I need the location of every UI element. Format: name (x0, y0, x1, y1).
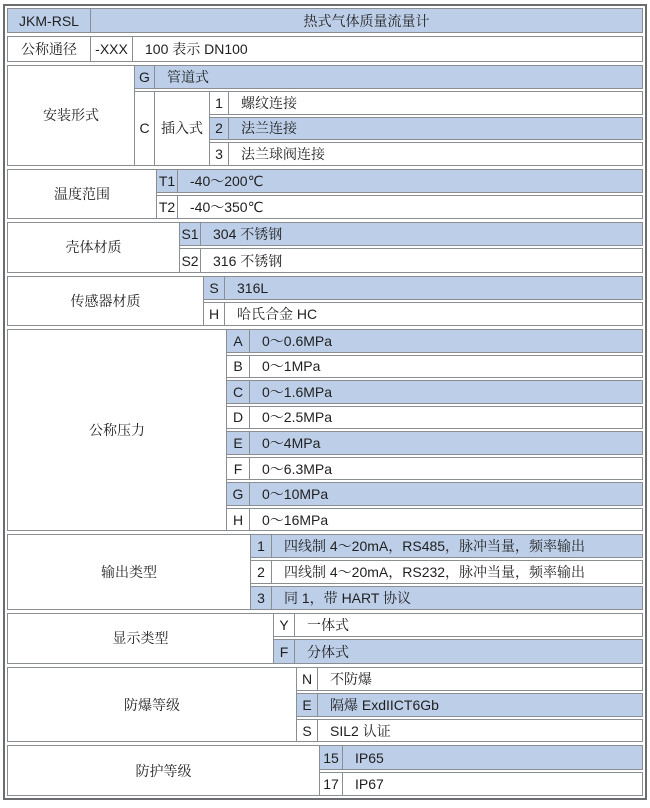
option-desc: 0～0.6MPa (249, 329, 643, 353)
option-code: H (226, 508, 250, 532)
section-label: 防护等级 (7, 745, 320, 796)
option-desc: 螺纹连接 (228, 91, 643, 114)
option-desc: IP67 (342, 772, 643, 796)
option-row (226, 380, 643, 404)
option-row (250, 534, 643, 558)
section-nominal-diameter (7, 36, 643, 61)
option-desc: 0～1MPa (249, 355, 643, 379)
option-desc: 四线制 4～20mA，RS485，脉冲当量，频率输出 (271, 534, 643, 558)
option-code: E (226, 431, 250, 455)
option-row (226, 355, 643, 379)
option-code: A (226, 329, 250, 353)
option-desc: 316 不锈钢 (200, 248, 643, 272)
spec-table (3, 4, 647, 800)
option-desc: 哈氏合金 HC (224, 302, 643, 326)
option-code: 3 (209, 142, 229, 165)
option-desc: 0～10MPa (249, 482, 643, 506)
option-row (226, 457, 643, 481)
option-code: 15 (319, 745, 343, 769)
option-desc: 法兰连接 (228, 117, 643, 140)
option-desc: 0～1.6MPa (249, 380, 643, 404)
option-row (209, 117, 643, 140)
section-sensor-material (7, 276, 643, 327)
option-group-insertion (134, 91, 643, 165)
option-row (250, 586, 643, 610)
option-row (226, 431, 643, 455)
section-display-type (7, 613, 643, 664)
option-desc: 100 表示 DN100 (132, 36, 643, 61)
option-desc: 304 不锈钢 (200, 222, 643, 246)
section-label: 安装形式 (7, 65, 135, 166)
option-code: S (296, 719, 318, 743)
option-desc: 一体式 (294, 613, 643, 637)
option-row (226, 329, 643, 353)
section-label: 显示类型 (7, 613, 274, 664)
section-output-type (7, 534, 643, 610)
option-code: T2 (156, 195, 178, 219)
section-label: 传感器材质 (7, 276, 204, 327)
option-row (226, 406, 643, 430)
option-row (203, 276, 643, 300)
option-desc: 316L (224, 276, 643, 300)
option-desc: SIL2 认证 (317, 719, 643, 743)
option-code: 1 (209, 91, 229, 114)
option-desc: 0～2.5MPa (249, 406, 643, 430)
option-desc: 四线制 4～20mA，RS232，脉冲当量，频率输出 (271, 560, 643, 584)
option-desc: 不防爆 (317, 667, 643, 691)
section-label: 输出类型 (7, 534, 251, 610)
option-code: E (296, 693, 318, 717)
option-row (156, 169, 643, 193)
option-row (296, 667, 643, 691)
option-group-name: 插入式 (154, 91, 210, 165)
section-label: 壳体材质 (7, 222, 180, 273)
option-code: S2 (179, 248, 201, 272)
option-code: C (134, 91, 155, 165)
option-code: G (134, 65, 155, 90)
model-cell: JKM-RSL (7, 8, 91, 33)
option-code: N (296, 667, 318, 691)
option-row (209, 91, 643, 114)
option-code: F (226, 457, 250, 481)
section-protection-grade (7, 745, 643, 796)
section-label: 防爆等级 (7, 667, 297, 743)
option-desc: 0～4MPa (249, 431, 643, 455)
option-desc: IP65 (342, 745, 643, 769)
option-desc: 分体式 (294, 639, 643, 663)
section-nominal-pressure (7, 329, 643, 531)
option-code: H (203, 302, 225, 326)
option-code: S1 (179, 222, 201, 246)
option-row (296, 693, 643, 717)
option-desc: -40～200℃ (177, 169, 643, 193)
option-row (156, 195, 643, 219)
option-code: T1 (156, 169, 178, 193)
option-row (209, 142, 643, 165)
option-code: S (203, 276, 225, 300)
option-code: 2 (250, 560, 272, 584)
option-row (273, 639, 643, 663)
option-code: 3 (250, 586, 272, 610)
section-housing-material (7, 222, 643, 273)
section-install-type (7, 65, 643, 166)
option-row (179, 248, 643, 272)
option-row (273, 613, 643, 637)
option-code: -XXX (90, 36, 133, 61)
section-label: 公称压力 (7, 329, 227, 531)
table-title: 热式气体质量流量计 (90, 8, 643, 33)
option-code: 2 (209, 117, 229, 140)
option-row (134, 65, 643, 90)
option-code: G (226, 482, 250, 506)
option-row (319, 745, 643, 769)
option-row (319, 772, 643, 796)
option-row (226, 482, 643, 506)
option-code: 1 (250, 534, 272, 558)
option-desc: 同 1，带 HART 协议 (271, 586, 643, 610)
option-desc: 0～6.3MPa (249, 457, 643, 481)
option-desc: 法兰球阀连接 (228, 142, 643, 165)
option-row (296, 719, 643, 743)
option-desc: -40～350℃ (177, 195, 643, 219)
option-code: 17 (319, 772, 343, 796)
section-explosion-proof-grade (7, 667, 643, 743)
option-code: B (226, 355, 250, 379)
option-desc: 管道式 (154, 65, 643, 90)
option-code: F (273, 639, 295, 663)
option-row (203, 302, 643, 326)
option-code: Y (273, 613, 295, 637)
option-row (226, 508, 643, 532)
option-code: D (226, 406, 250, 430)
option-desc: 0～16MPa (249, 508, 643, 532)
section-label: 温度范围 (7, 169, 157, 220)
section-temperature-range (7, 169, 643, 220)
option-desc: 隔爆 ExdIICT6Gb (317, 693, 643, 717)
option-row (179, 222, 643, 246)
header-row (7, 8, 643, 33)
option-row (250, 560, 643, 584)
section-label: 公称通径 (7, 36, 91, 61)
option-code: C (226, 380, 250, 404)
